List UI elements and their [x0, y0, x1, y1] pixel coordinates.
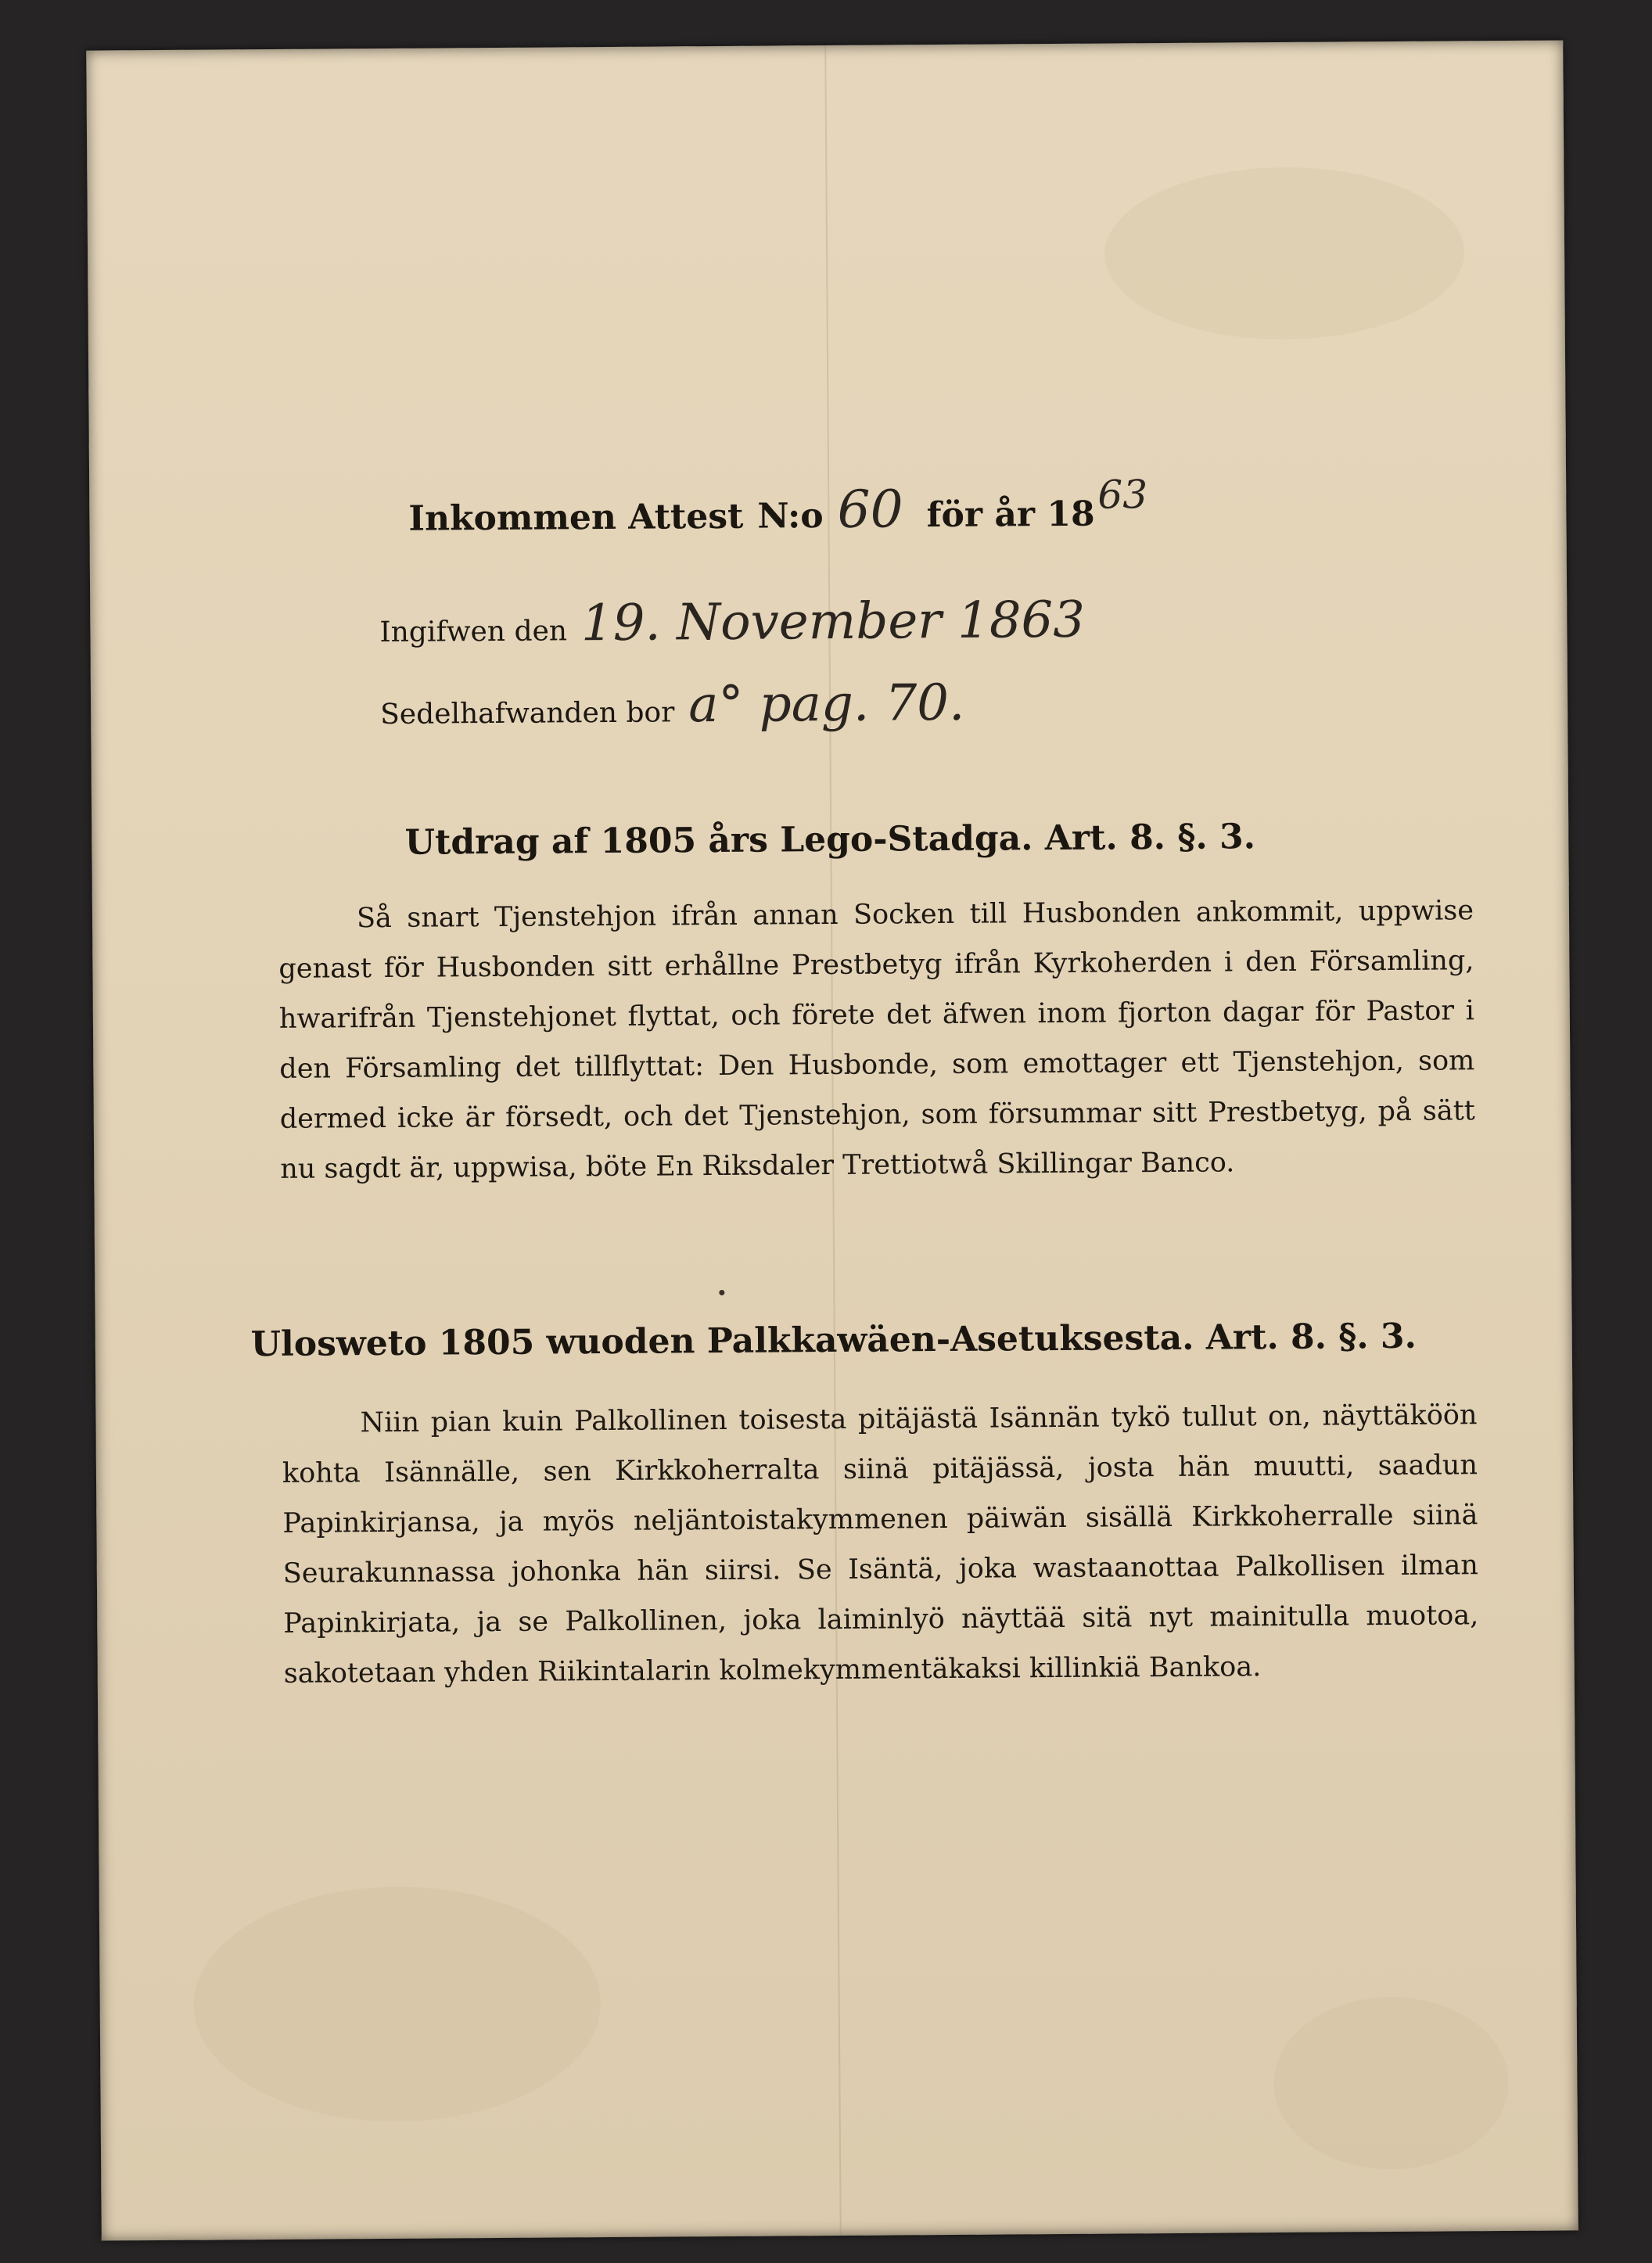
paper-stain	[1104, 166, 1465, 340]
number-label: N:o	[757, 496, 824, 537]
attest-title: Inkommen Attest	[408, 496, 744, 539]
attest-heading	[408, 472, 1348, 552]
ingifwen-date-handwritten: 19. November 1863	[580, 591, 1086, 653]
sedelhafwanden-row	[380, 674, 965, 736]
document-page	[86, 40, 1578, 2240]
year-label: för år 18	[926, 494, 1095, 536]
sedelhafwanden-value-handwritten: a° pag. 70.	[688, 674, 965, 735]
finnish-section-text: Niin pian kuin Palkollinen toisesta pitäjästä Isännän tykö tullut on, näyttäköön kohta Isännälle, sen Kirkkoherralta siinä pitäjässä, josta hän muutti, saadun Papinkirjansa, ja myös neljäntoistakymmenen päiwän sisällä Kirkkoherralle siinä Seurakunnassa johonka hän siirsi. Se Isäntä, joka wastaanottaa Palkollisen ilman Papinkirjata, ja se Palkollinen, joka laiminlyö näyttää sitä nyt mainitulla muotoa, sakotetaan yhden Riikintalarin kolmekymmentäkaksi killinkiä Bankoa.	[282, 1399, 1479, 1690]
finnish-section-title: Ulosweto 1805 wuoden Palkkawäen-Asetuksesta. Art. 8. §. 3.	[250, 1316, 1417, 1365]
swedish-section-title: Utdrag af 1805 års Lego-Stadga. Art. 8. §. 3.	[404, 817, 1256, 863]
attest-number-handwritten: 60	[837, 479, 903, 540]
swedish-section-text: Så snart Tjenstehjon ifrån annan Socken till Husbonden ankommit, uppwise genast för Husbonden sitt erhållne Prestbetyg ifrån Kyrkoherden i den Församling, hwarifrån Tjenstehjonet flyttat, och förete det äfwen inom fjorton dagar för Pastor i den Församling det tillflyttat: Den Husbonde, som emottager ett Tjenstehjon, som dermed icke är försedt, och det Tjenstehjon, som försummar sitt Prestbetyg, på sätt nu sagdt är, uppwisa, böte En Riksdaler Trettiotwå Skillingar Banco.	[278, 895, 1475, 1185]
ingifwen-row	[379, 591, 1085, 654]
paper-stain	[193, 1885, 602, 2123]
paper-stain	[1273, 1996, 1510, 2170]
ingifwen-label: Ingifwen den	[379, 615, 568, 649]
sedelhafwanden-label: Sedelhafwanden bor	[380, 696, 675, 731]
year-handwritten: 63	[1097, 472, 1148, 518]
ink-dot	[719, 1290, 724, 1295]
